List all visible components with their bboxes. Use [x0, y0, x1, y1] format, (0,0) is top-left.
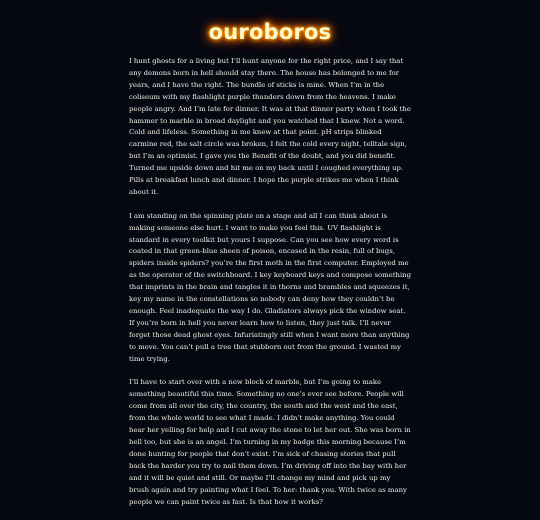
paragraph-2: I am standing on the spinning plate on a stage and all I can think about is making someone else hurt. I want to make you feel this. UV flashlight is standard in every toolkit but yours I suppose. Can you see how every word is coated in that green-blue sheen of poison, encased in the resin, full of bugs, spiders inside spiders? you’re the first moth in the first computer. Employed me as the operator of the switchboard. I key keyboard keys and compose something that imprints in the brain and tangles it in thorns and brambles and squeezes it, key my name in the constellations so nobody can deny how they couldn’t be enough. Feel inadequate the way I do. Gladiators always pick the window seat. If you’re born in hell you never learn how to listen, they just talk. I’ll never forget those dead ghost eyes. Infuriatingly still when I want more than anything to move. You can’t pull a tree that stubborn out from the ground. I wasted my time trying.	[129, 211, 412, 363]
paragraph-1: I hunt ghosts for a living but I’ll hunt anyone for the right price, and I say that any demons born in hell should stay there. The house has belonged to me for years, and I have the right. The bundle of sticks is mine. When I’m in the coliseum with my flashlight purple thunders down from the heavens. I make people angry. And I’m late for dinner. It was at that dinner party when I took the hammer to marble in broad daylight and you watched that I knew. Not a word. Cold and lifeless. Something in me knew at that point. pH strips blinked carmine red, the salt circle was broken, I felt the cold every night, telltale sign, but I’m an optimist. I gave you the Benefit of the doubt, and you did benefit. Turned me upside down and hit me on my back until I coughed everything up. Pills at breakfast lunch and dinner. I hope the purple strikes me when I think about it.	[129, 57, 411, 196]
page-title: ouroboros	[208, 20, 332, 44]
paragraph-3: I’ll have to start over with a new block of marble, but I’m going to make something beautiful this time. Something no one’s ever see before. People will come from all over the city, the country, the south and the west and the east, from the whole world to see what I made. I didn’t make anything. You could hear her yelling for help and I cut away the stone to let her out. She was born in hell too, but she is an angel. I’m turning in my badge this morning because I’m done hunting for people that don’t exist. I’m sick of chasing stories that pull back the harder you try to nail them down. I’m driving off into the bay with her and it will be quiet and still. Or maybe I’ll change my mind and pick up my brush again and try painting what I feel. To her: thank you. With twice as many people we can paint twice as fast. Is that how it works?	[129, 378, 411, 506]
post-body	[129, 56, 411, 520]
